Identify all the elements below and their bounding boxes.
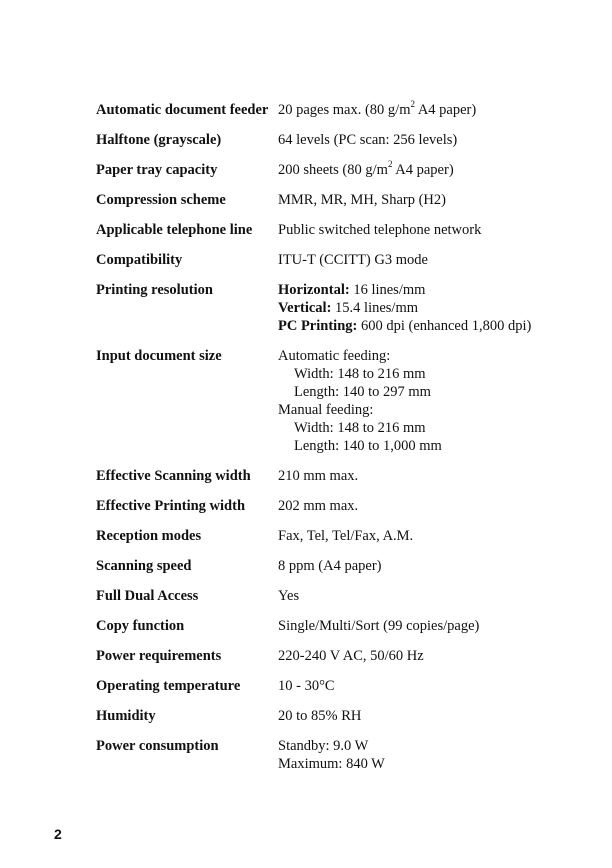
spec-value-line <box>278 587 576 605</box>
spec-value-text: ITU-T (CCITT) G3 mode <box>278 252 428 268</box>
spec-value-line <box>278 557 576 575</box>
spec-value-text: 200 sheets (80 g/m <box>278 162 388 178</box>
spec-value <box>278 617 576 635</box>
spec-label: Operating temperature <box>96 678 241 694</box>
spec-row <box>96 467 576 485</box>
spec-value <box>278 161 576 179</box>
spec-value-line <box>278 647 576 665</box>
spec-value-line <box>278 317 576 335</box>
spec-row <box>96 587 576 605</box>
spec-value-text: Fax, Tel, Tel/Fax, A.M. <box>278 528 414 544</box>
spec-value-line <box>278 101 576 119</box>
spec-value-text: Width: 148 to 216 mm <box>294 366 426 382</box>
spec-value <box>278 131 576 149</box>
spec-value-text: 20 to 85% RH <box>278 708 362 724</box>
spec-value-line <box>278 251 576 269</box>
spec-value-line <box>278 419 576 437</box>
spec-row <box>96 617 576 635</box>
spec-row <box>96 251 576 269</box>
spec-value-text: MMR, MR, MH, Sharp (H2) <box>278 192 446 208</box>
spec-row <box>96 281 576 335</box>
spec-value-line <box>278 755 576 773</box>
spec-row <box>96 101 576 119</box>
spec-value <box>278 101 576 119</box>
spec-value-text: Maximum: 840 W <box>278 756 385 772</box>
spec-value <box>278 221 576 239</box>
spec-label: Halftone (grayscale) <box>96 132 222 148</box>
spec-value-line <box>278 497 576 515</box>
spec-value <box>278 281 576 335</box>
spec-value-line <box>278 617 576 635</box>
spec-value-text: A4 paper) <box>415 102 477 118</box>
superscript: 2 <box>387 159 393 170</box>
spec-value-line <box>278 161 576 179</box>
spec-value-text: 202 mm max. <box>278 498 359 514</box>
spec-label: Effective Printing width <box>96 498 246 514</box>
spec-row <box>96 131 576 149</box>
spec-value <box>278 677 576 695</box>
spec-value-text: Automatic feeding: <box>278 348 391 364</box>
spec-value-text: Standby: 9.0 W <box>278 738 369 754</box>
spec-value <box>278 251 576 269</box>
spec-table <box>96 101 576 785</box>
spec-value-key: Horizontal: <box>278 282 350 298</box>
spec-row <box>96 497 576 515</box>
page-number: 2 <box>54 826 62 842</box>
spec-value <box>278 707 576 725</box>
spec-value-text: 16 lines/mm <box>349 282 426 298</box>
spec-value-text: 20 pages max. (80 g/m <box>278 102 411 118</box>
spec-label: Scanning speed <box>96 558 192 574</box>
spec-value-text: Manual feeding: <box>278 402 374 418</box>
spec-value-line <box>278 527 576 545</box>
superscript: 2 <box>410 99 415 110</box>
spec-value-line <box>278 401 576 419</box>
spec-label: Compression scheme <box>96 192 226 208</box>
spec-value-line <box>278 677 576 695</box>
spec-label: Paper tray capacity <box>96 162 218 178</box>
spec-value-text: A4 paper) <box>392 162 454 178</box>
spec-value-text: 220-240 V AC, 50/60 Hz <box>278 648 424 664</box>
spec-value-line <box>278 467 576 485</box>
spec-label: Input document size <box>96 348 222 364</box>
spec-value-text: 64 levels (PC scan: 256 levels) <box>278 132 458 148</box>
spec-value <box>278 737 576 773</box>
spec-row <box>96 191 576 209</box>
spec-value-text: Length: 140 to 297 mm <box>294 384 431 400</box>
spec-label: Power consumption <box>96 738 219 754</box>
spec-label: Reception modes <box>96 528 202 544</box>
spec-value <box>278 497 576 515</box>
spec-value <box>278 467 576 485</box>
spec-label: Printing resolution <box>96 282 213 298</box>
spec-row <box>96 737 576 773</box>
spec-value-text: 15.4 lines/mm <box>331 300 419 316</box>
spec-value <box>278 647 576 665</box>
spec-value-text: Width: 148 to 216 mm <box>294 420 426 436</box>
spec-value-line <box>278 299 576 317</box>
spec-row <box>96 527 576 545</box>
spec-value-line <box>278 221 576 239</box>
spec-row <box>96 221 576 239</box>
spec-value <box>278 587 576 605</box>
spec-value-line <box>278 365 576 383</box>
spec-value-text: Length: 140 to 1,000 mm <box>294 438 442 454</box>
spec-row <box>96 677 576 695</box>
spec-value-line <box>278 191 576 209</box>
spec-row <box>96 647 576 665</box>
spec-label: Full Dual Access <box>96 588 199 604</box>
spec-label: Applicable telephone line <box>96 222 253 238</box>
spec-row <box>96 557 576 575</box>
spec-label: Automatic document feeder <box>96 102 269 118</box>
spec-label: Effective Scanning width <box>96 468 251 484</box>
spec-value-line <box>278 383 576 401</box>
spec-label: Humidity <box>96 708 156 724</box>
spec-value-key: Vertical: <box>278 300 332 316</box>
spec-row <box>96 347 576 455</box>
spec-value-line <box>278 281 576 299</box>
spec-value-text: Yes <box>278 588 300 604</box>
spec-value-key: PC Printing: <box>278 318 358 334</box>
spec-label: Compatibility <box>96 252 183 268</box>
spec-row <box>96 707 576 725</box>
spec-label: Copy function <box>96 618 185 634</box>
spec-label: Power requirements <box>96 648 222 664</box>
spec-value-text: 210 mm max. <box>278 468 359 484</box>
spec-value <box>278 191 576 209</box>
spec-value-text: 10 - 30°C <box>278 678 335 694</box>
spec-value <box>278 347 576 455</box>
spec-value <box>278 557 576 575</box>
spec-value-line <box>278 737 576 755</box>
spec-value-line <box>278 347 576 365</box>
spec-value-line <box>278 131 576 149</box>
spec-value-text: Single/Multi/Sort (99 copies/page) <box>278 618 480 634</box>
spec-row <box>96 161 576 179</box>
spec-value-line <box>278 437 576 455</box>
spec-value-text: 600 dpi (enhanced 1,800 dpi) <box>357 318 532 334</box>
spec-value-text: Public switched telephone network <box>278 222 482 238</box>
spec-value-line <box>278 707 576 725</box>
spec-value-text: 8 ppm (A4 paper) <box>278 558 382 574</box>
spec-value <box>278 527 576 545</box>
